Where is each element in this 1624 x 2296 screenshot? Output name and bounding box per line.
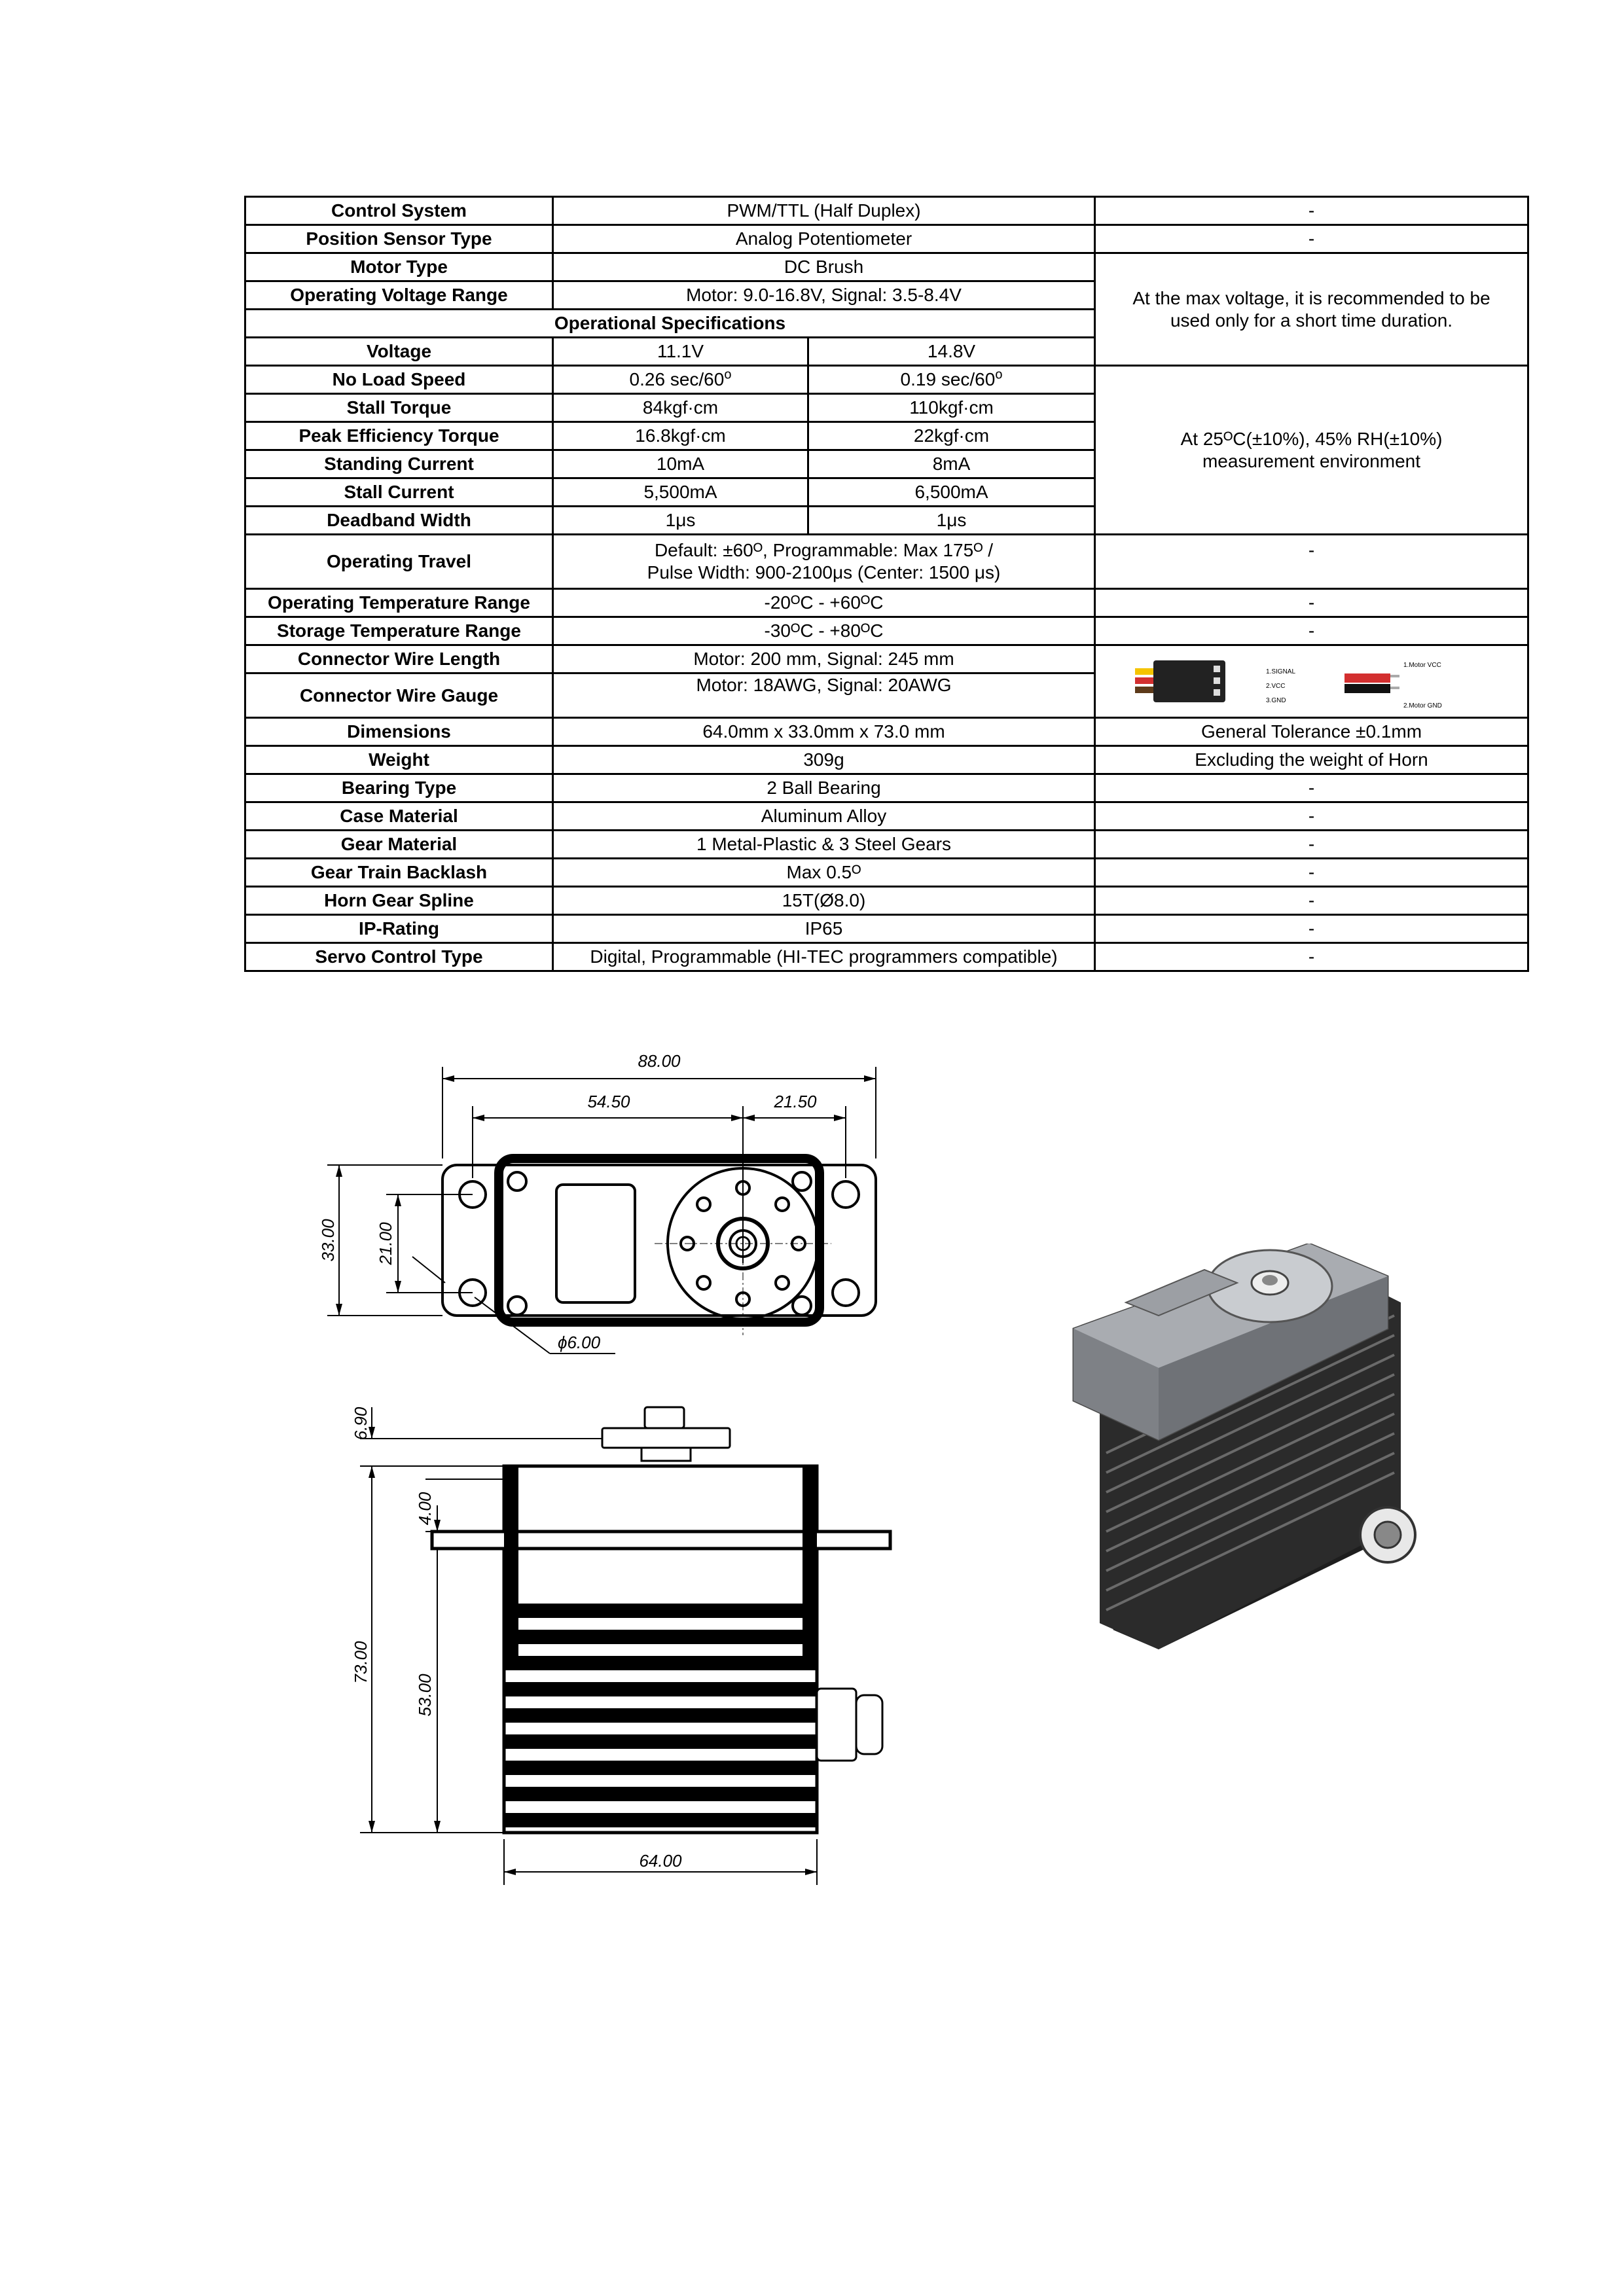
row-value: Analog Potentiometer xyxy=(553,225,1095,253)
motor-gnd-label: 2.Motor GND xyxy=(1403,702,1442,709)
speed-2: 0.19 sec/60 xyxy=(900,369,996,389)
row-value: 8mA xyxy=(808,450,1095,478)
dim-21: 21.00 xyxy=(376,1222,395,1265)
table-row xyxy=(245,859,1528,887)
dim-400: 4.00 xyxy=(415,1492,435,1526)
table-row xyxy=(245,831,1528,859)
dim-53: 53.00 xyxy=(415,1674,435,1717)
row-label: Standing Current xyxy=(245,450,553,478)
row-label: Servo Control Type xyxy=(245,943,553,971)
row-value: -30ᴼC - +80ᴼC xyxy=(553,617,1095,645)
table-row xyxy=(245,746,1528,774)
row-label: Connector Wire Gauge xyxy=(245,673,553,718)
travel-line-2: Pulse Width: 900-2100μs (Center: 1500 μs) xyxy=(647,562,1001,583)
label-window xyxy=(556,1185,635,1302)
row-value xyxy=(808,366,1095,394)
table-row xyxy=(245,589,1528,617)
table-row xyxy=(245,197,1528,225)
case-outline xyxy=(499,1158,820,1322)
row-note: - xyxy=(1095,589,1528,617)
row-note: Excluding the weight of Horn xyxy=(1095,746,1528,774)
table-row xyxy=(245,535,1528,589)
row-note: - xyxy=(1095,802,1528,831)
row-value: 1 Metal-Plastic & 3 Steel Gears xyxy=(553,831,1095,859)
dim-hole-dia: ϕ6.00 xyxy=(558,1333,601,1352)
signal-pin-label: 1.SIGNAL xyxy=(1265,668,1295,675)
row-value: 84kgf·cm xyxy=(553,394,808,422)
op-spec-header: Operational Specifications xyxy=(245,310,1095,338)
dim-64: 64.00 xyxy=(639,1851,682,1871)
table-row xyxy=(245,645,1528,673)
row-value: 2 Ball Bearing xyxy=(553,774,1095,802)
mount-flange-outline xyxy=(442,1165,876,1316)
row-note: - xyxy=(1095,225,1528,253)
table-row xyxy=(245,366,1528,394)
spline-nub xyxy=(645,1407,684,1428)
row-note: - xyxy=(1095,535,1528,589)
row-label: Control System xyxy=(245,197,553,225)
row-label: Deadband Width xyxy=(245,507,553,535)
table-row xyxy=(245,887,1528,915)
row-value: IP65 xyxy=(553,915,1095,943)
gnd-pin-label: 3.GND xyxy=(1265,697,1286,704)
row-label: Stall Torque xyxy=(245,394,553,422)
table-row xyxy=(245,943,1528,971)
row-label: Connector Wire Length xyxy=(245,645,553,673)
row-label: Weight xyxy=(245,746,553,774)
row-label: Operating Temperature Range xyxy=(245,589,553,617)
row-note: - xyxy=(1095,859,1528,887)
motor-vcc-wire-icon xyxy=(1344,673,1390,683)
connector-wire-diagram xyxy=(1135,649,1489,714)
row-label: Storage Temperature Range xyxy=(245,617,553,645)
row-note: - xyxy=(1095,831,1528,859)
body-outline xyxy=(504,1466,817,1833)
row-note: - xyxy=(1095,943,1528,971)
table-row xyxy=(245,774,1528,802)
yellow-wire-icon xyxy=(1135,668,1155,675)
row-value xyxy=(553,366,808,394)
row-value: Aluminum Alloy xyxy=(553,802,1095,831)
row-value: 110kgf·cm xyxy=(808,394,1095,422)
dim-5450: 54.50 xyxy=(587,1092,630,1111)
row-note: - xyxy=(1095,915,1528,943)
row-label: No Load Speed xyxy=(245,366,553,394)
table-row xyxy=(245,617,1528,645)
row-value: 11.1V xyxy=(553,338,808,366)
row-label: Motor Type xyxy=(245,253,553,281)
table-row xyxy=(245,802,1528,831)
motor-vcc-label: 1.Motor VCC xyxy=(1403,662,1441,669)
row-value: PWM/TTL (Half Duplex) xyxy=(553,197,1095,225)
mount-hole xyxy=(833,1181,859,1208)
row-value: Motor: 200 mm, Signal: 245 mm xyxy=(553,645,1095,673)
row-label: Dimensions xyxy=(245,718,553,746)
row-label: Horn Gear Spline xyxy=(245,887,553,915)
row-label: IP-Rating xyxy=(245,915,553,943)
row-value: 16.8kgf·cm xyxy=(553,422,808,450)
row-label: Voltage xyxy=(245,338,553,366)
dim-33: 33.00 xyxy=(318,1219,338,1262)
row-value: 10mA xyxy=(553,450,808,478)
degree-sup: o xyxy=(724,367,732,382)
row-value: Max 0.5ᴼ xyxy=(553,859,1095,887)
degree-sup: o xyxy=(995,367,1003,382)
row-value: 64.0mm x 33.0mm x 73.0 mm xyxy=(553,718,1095,746)
horn-profile xyxy=(602,1428,730,1448)
servo-3d-render xyxy=(1047,1244,1453,1662)
row-value: Motor: 18AWG, Signal: 20AWG xyxy=(553,673,1095,718)
mount-flange-profile xyxy=(432,1532,890,1549)
row-value: 1μs xyxy=(808,507,1095,535)
table-row xyxy=(245,225,1528,253)
row-value: Digital, Programmable (HI-TEC programmers compatible) xyxy=(553,943,1095,971)
row-value: 14.8V xyxy=(808,338,1095,366)
table-row xyxy=(245,718,1528,746)
row-label: Case Material xyxy=(245,802,553,831)
spec-table xyxy=(244,196,1529,972)
brown-wire-icon xyxy=(1135,687,1155,693)
table-row xyxy=(245,253,1528,281)
measure-note: At 25ᴼC(±10%), 45% RH(±10%) measurement environment xyxy=(1095,366,1528,535)
row-value xyxy=(553,535,1095,589)
connector-image xyxy=(1095,645,1528,718)
top-view-drawing xyxy=(314,1047,916,1401)
row-label: Bearing Type xyxy=(245,774,553,802)
front-view-drawing xyxy=(347,1381,923,1892)
row-note: - xyxy=(1095,617,1528,645)
cooling-fins xyxy=(504,1466,817,1827)
row-value: 22kgf·cm xyxy=(808,422,1095,450)
dim-690: 6.90 xyxy=(351,1407,370,1441)
red-wire-icon xyxy=(1135,677,1155,684)
mount-hole xyxy=(833,1280,859,1306)
row-value: 309g xyxy=(553,746,1095,774)
row-label: Operating Voltage Range xyxy=(245,281,553,310)
row-value: 1μs xyxy=(553,507,808,535)
vcc-pin-label: 2.VCC xyxy=(1265,683,1285,690)
row-note: General Tolerance ±0.1mm xyxy=(1095,718,1528,746)
row-value: DC Brush xyxy=(553,253,1095,281)
dim-2150: 21.50 xyxy=(774,1092,817,1111)
row-label: Stall Current xyxy=(245,478,553,507)
row-note: - xyxy=(1095,774,1528,802)
cable-gland xyxy=(817,1689,856,1761)
row-value: 6,500mA xyxy=(808,478,1095,507)
table-row xyxy=(245,915,1528,943)
row-label: Gear Material xyxy=(245,831,553,859)
row-label: Operating Travel xyxy=(245,535,553,589)
travel-line-1: Default: ±60ᴼ, Programmable: Max 175ᴼ / xyxy=(654,540,994,560)
row-note: - xyxy=(1095,887,1528,915)
voltage-note: At the max voltage, it is recommended to be used only for a short time duration. xyxy=(1095,253,1528,366)
speed-1: 0.26 sec/60 xyxy=(629,369,725,389)
dim-88: 88.00 xyxy=(638,1051,681,1071)
row-label: Peak Efficiency Torque xyxy=(245,422,553,450)
motor-gnd-wire-icon xyxy=(1344,684,1390,693)
row-label: Position Sensor Type xyxy=(245,225,553,253)
row-note: - xyxy=(1095,197,1528,225)
dim-73: 73.00 xyxy=(351,1641,370,1684)
row-value: Motor: 9.0-16.8V, Signal: 3.5-8.4V xyxy=(553,281,1095,310)
row-label: Gear Train Backlash xyxy=(245,859,553,887)
row-value: 5,500mA xyxy=(553,478,808,507)
row-value: -20ᴼC - +60ᴼC xyxy=(553,589,1095,617)
row-value: 15T(Ø8.0) xyxy=(553,887,1095,915)
